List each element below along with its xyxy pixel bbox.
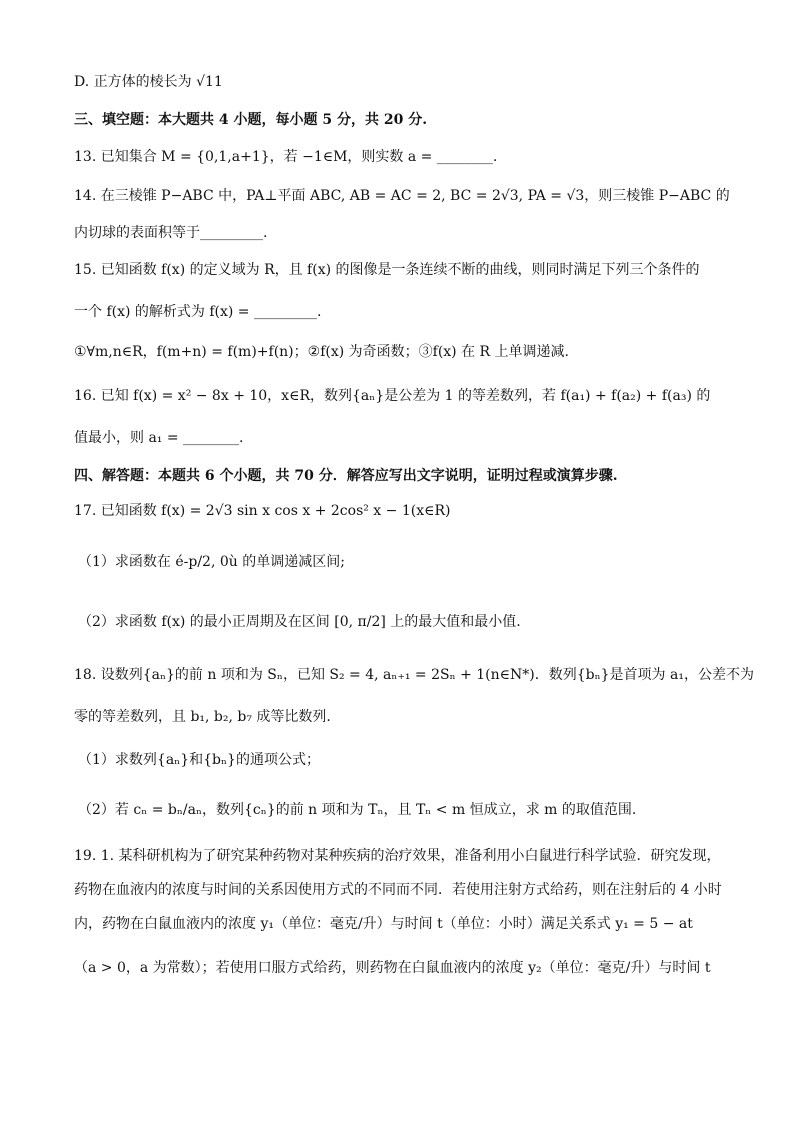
section-heading-fill-blank: 三、填空题：本大题共 4 小题，每小题 5 分，共 20 分. [74,112,428,128]
question-16-line-2: 值最小，则 a₁ = ________. [74,430,244,446]
question-14-line-2: 内切球的表面积等于_________. [74,225,268,241]
question-15-line-1: 15. 已知函数 f(x) 的定义域为 R，且 f(x) 的图像是一条连续不断的曲线，则同时满足下列三个条件的 [74,262,700,278]
question-19-line-3: 内，药物在白鼠血液内的浓度 y₁（单位：毫克/升）与时间 t（单位：小时）满足关系式 y₁ = 5 − at [74,916,693,932]
question-18-part-1: （1）求数列{aₙ}和{bₙ}的通项公式； [78,752,320,768]
question-19-line-1: 19. 1. 某科研机构为了研究某种药物对某种疾病的治疗效果，准备利用小白鼠进行科学试验．研究发现， [74,848,721,864]
question-17-stem: 17. 已知函数 f(x) = 2√3 sin x cos x + 2cos² x − 1(x∈R) [74,503,451,519]
question-15-conditions: ①∀m,n∈R，f(m+n) = f(m)+f(n)；②f(x) 为奇函数；③f(x) 在 R 上单调递减. [74,344,569,360]
question-19-line-2: 药物在血液内的浓度与时间的关系因使用方式的不同而不同．若使用注射方式给药，则在注射后的 4 小时 [74,882,722,898]
question-13: 13. 已知集合 M = {0,1,a+1}，若 −1∈M，则实数 a = ________. [74,149,498,165]
question-18-line-1: 18. 设数列{aₙ}的前 n 项和为 Sₙ，已知 S₂ = 4, aₙ₊₁ = 2Sₙ + 1(n∈N*)．数列{bₙ}是首项为 a₁，公差不为 [74,667,754,683]
question-18-line-2: 零的等差数列，且 b₁, b₂, b₇ 成等比数列. [74,709,331,725]
question-14-line-1: 14. 在三棱锥 P−ABC 中，PA⊥平面 ABC, AB = AC = 2, BC = 2√3, PA = √3，则三棱锥 P−ABC 的 [74,188,730,204]
section-heading-answer: 四、解答题：本题共 6 个小题，共 70 分．解答应写出文字说明，证明过程或演算步骤. [74,468,618,484]
question-17-part-1: （1）求函数在 é-p/2, 0ù 的单调递减区间; [78,554,345,570]
option-d-text: D. 正方体的棱长为 √11 [74,74,223,90]
question-19-line-4: （a > 0，a 为常数）；若使用口服方式给药，则药物在白鼠血液内的浓度 y₂（单位：毫克/升）与时间 t [74,960,711,976]
question-15-line-2: 一个 f(x) 的解析式为 f(x) = _________. [74,304,322,320]
question-18-part-2: （2）若 cₙ = bₙ/aₙ，数列{cₙ}的前 n 项和为 Tₙ，且 Tₙ < m 恒成立，求 m 的取值范围. [78,802,637,818]
question-17-part-2: （2）求函数 f(x) 的最小正周期及在区间 [0, π/2] 上的最大值和最小值. [78,614,521,630]
question-16-line-1: 16. 已知 f(x) = x² − 8x + 10，x∈R，数列{aₙ}是公差为 1 的等差数列，若 f(a₁) + f(a₂) + f(a₃) 的 [74,388,711,404]
